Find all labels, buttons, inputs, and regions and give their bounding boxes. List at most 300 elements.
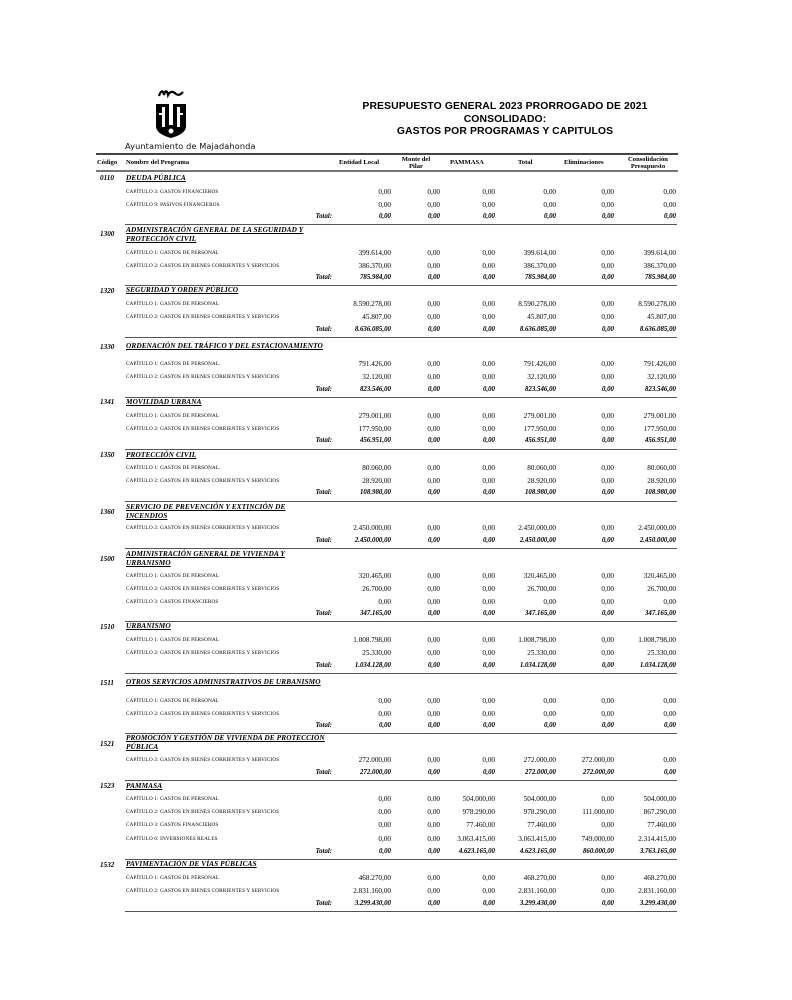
amount-cell: 399.614,00 [523,249,556,257]
total-amount-cell: 2.450.000,00 [354,537,391,544]
amount-cell: 0,00 [427,835,440,843]
amount-cell: 0,00 [482,524,495,532]
amount-cell: 2.831.160,00 [638,887,676,895]
program-code: 1511 [100,679,114,687]
amount-cell: 0,00 [601,874,614,882]
amount-cell: 28.920,00 [362,477,391,485]
amount-cell: 791.426,00 [523,360,556,368]
total-label: Total: [315,662,332,669]
total-amount-cell: 0,00 [427,662,440,669]
chapter-label: CAPÍTULO 3: GASTOS FINANCIEROS [126,189,219,195]
total-amount-cell: 785.984,00 [524,274,556,281]
total-label: Total: [315,489,332,496]
amount-cell: 0,00 [663,697,676,705]
total-amount-cell: 0,00 [601,900,614,907]
total-label: Total: [315,274,332,281]
amount-cell: 0,00 [482,649,495,657]
total-amount-cell: 3.763.165,00 [639,848,676,855]
program-code: 1360 [100,508,115,516]
total-amount-cell: 0,00 [601,610,614,617]
total-amount-cell: 823.546,00 [524,386,556,393]
chapter-label: CAPÍTULO 2: GASTOS EN BIENES CORRIENTES Y SERVICIOS [126,525,280,531]
total-amount-cell: 0,00 [482,437,495,444]
amount-cell: 0,00 [482,412,495,420]
title-line-3: GASTOS POR PROGRAMAS Y CAPITULOS [396,126,614,137]
total-amount-cell: 1.034.128,00 [639,662,676,669]
amount-cell: 0,00 [482,598,495,606]
amount-cell: 0,00 [663,710,676,718]
program-name: PAVIMENTACIÓN DE VÍAS PÚBLICAS [126,859,257,868]
total-amount-cell: 0,00 [482,662,495,669]
chapter-label: CAPÍTULO 1: GASTOS DE PERSONAL [126,301,220,307]
total-label: Total: [315,213,332,220]
amount-cell: 978.290,00 [523,808,556,816]
amount-cell: 3.063.415,00 [518,835,556,843]
amount-cell: 0,00 [378,795,391,803]
amount-cell: 320.465,00 [358,572,391,580]
total-amount-cell: 0,00 [427,274,440,281]
total-amount-cell: 0,00 [601,537,614,544]
total-amount-cell: 823.546,00 [359,386,391,393]
section-divider [125,780,677,781]
total-amount-cell: 0,00 [601,662,614,669]
program-name: DEUDA PÚBLICA [126,173,186,182]
program-name: URBANISMO [126,621,171,630]
section-divider [125,337,677,338]
amount-cell: 0,00 [378,201,391,209]
total-label: Total: [315,610,332,617]
total-amount-cell: 1.034.128,00 [519,662,556,669]
amount-cell: 111.000,00 [582,808,614,816]
amount-cell: 177.950,00 [358,425,391,433]
amount-cell: 0,00 [427,188,440,196]
total-amount-cell: 0,00 [482,610,495,617]
amount-cell: 468.270,00 [523,874,556,882]
amount-cell: 0,00 [601,373,614,381]
amount-cell: 0,00 [482,201,495,209]
total-amount-cell: 347.165,00 [359,610,391,617]
organization-name: Ayuntamiento de Majadahonda [125,141,256,151]
program-code: 1341 [100,398,115,406]
total-amount-cell: 0,00 [427,722,440,729]
amount-cell: 0,00 [601,425,614,433]
total-amount-cell: 0,00 [663,213,676,220]
total-amount-cell: 108.980,00 [644,489,676,496]
program-code: 1523 [100,782,115,790]
amount-cell: 0,00 [427,425,440,433]
amount-cell: 0,00 [427,697,440,705]
amount-cell: 0,00 [427,756,440,764]
chapter-label: CAPÍTULO 2: GASTOS EN BIENES CORRIENTES Y SERVICIOS [126,586,280,592]
amount-cell: 0,00 [601,300,614,308]
amount-cell: 2.450.000,00 [638,524,676,532]
amount-cell: 45.807,00 [362,313,391,321]
total-amount-cell: 0,00 [427,610,440,617]
amount-cell: 0,00 [427,585,440,593]
amount-cell: 0,00 [482,874,495,882]
total-amount-cell: 0,00 [378,213,391,220]
amount-cell: 0,00 [378,835,391,843]
total-amount-cell: 785.984,00 [644,274,676,281]
amount-cell: 399.614,00 [358,249,391,257]
total-amount-cell: 2.450.000,00 [519,537,556,544]
amount-cell: 0,00 [601,598,614,606]
total-amount-cell: 8.636.085,00 [354,326,391,333]
amount-cell: 32.120,00 [527,373,556,381]
program-name: PAMMASA [126,781,163,790]
amount-cell: 0,00 [601,821,614,829]
col-header-total: Total [518,159,533,166]
amount-cell: 0,00 [601,249,614,257]
chapter-label: CAPÍTULO 1: GASTOS DE PERSONAL [126,573,220,579]
amount-cell: 320.465,00 [643,572,676,580]
amount-cell: 0,00 [378,697,391,705]
amount-cell: 0,00 [427,249,440,257]
amount-cell: 0,00 [427,412,440,420]
amount-cell: 177.950,00 [643,425,676,433]
total-amount-cell: 4.623.165,00 [519,848,556,855]
chapter-label: CAPÍTULO 2: GASTOS EN BIENES CORRIENTES Y SERVICIOS [126,711,280,717]
amount-cell: 0,00 [601,201,614,209]
amount-cell: 2.831.160,00 [518,887,556,895]
amount-cell: 0,00 [427,710,440,718]
amount-cell: 0,00 [427,572,440,580]
amount-cell: 0,00 [378,598,391,606]
amount-cell: 26.700,00 [647,585,676,593]
col-header-monte-del-pilar [392,155,440,170]
amount-cell: 504.000,00 [462,795,495,803]
total-amount-cell: 0,00 [601,326,614,333]
amount-cell: 25.330,00 [527,649,556,657]
chapter-label: CAPÍTULO 1: GASTOS DE PERSONAL [126,413,220,419]
amount-cell: 0,00 [427,313,440,321]
amount-cell: 0,00 [601,572,614,580]
amount-cell: 0,00 [601,710,614,718]
total-amount-cell: 860.000,00 [582,848,614,855]
amount-cell: 0,00 [482,360,495,368]
amount-cell: 0,00 [482,585,495,593]
col-header-consolidacion-line-2: Presupuesto [630,162,666,170]
amount-cell: 0,00 [482,572,495,580]
total-amount-cell: 0,00 [482,386,495,393]
amount-cell: 0,00 [663,756,676,764]
amount-cell: 0,00 [601,313,614,321]
amount-cell: 28.920,00 [647,477,676,485]
amount-cell: 0,00 [601,697,614,705]
total-amount-cell: 0,00 [543,213,556,220]
amount-cell: 0,00 [427,373,440,381]
total-amount-cell: 0,00 [427,326,440,333]
total-amount-cell: 0,00 [482,900,495,907]
total-amount-cell: 272.000,00 [524,769,556,776]
total-amount-cell: 0,00 [482,213,495,220]
total-label: Total: [315,769,332,776]
amount-cell: 80.060,00 [362,464,391,472]
amount-cell: 77.460,00 [466,821,495,829]
program-code: 1500 [100,555,115,563]
majadahonda-coat-of-arms-icon [153,88,189,138]
amount-cell: 0,00 [482,887,495,895]
chapter-label: CAPÍTULO 2: GASTOS EN BIENES CORRIENTES Y SERVICIOS [126,314,280,320]
amount-cell: 320.465,00 [523,572,556,580]
amount-cell: 0,00 [543,598,556,606]
total-amount-cell: 0,00 [427,213,440,220]
col-header-eliminaciones: Eliminaciones [564,159,604,166]
amount-cell: 28.920,00 [527,477,556,485]
total-amount-cell: 0,00 [427,537,440,544]
amount-cell: 1.008.798,00 [638,636,676,644]
col-header-entidad-local: Entidad Local [339,159,380,166]
total-amount-cell: 456.951,00 [644,437,676,444]
amount-cell: 0,00 [378,710,391,718]
program-name: ORDENACIÓN DEL TRÁFICO Y DEL ESTACIONAMIENTO [126,341,323,350]
amount-cell: 8.590.278,00 [353,300,391,308]
amount-cell: 0,00 [427,477,440,485]
total-amount-cell: 0,00 [482,537,495,544]
amount-cell: 0,00 [601,887,614,895]
amount-cell: 749.000,00 [581,835,614,843]
total-amount-cell: 785.984,00 [359,274,391,281]
amount-cell: 279.001,00 [643,412,676,420]
amount-cell: 3.063.415,00 [457,835,495,843]
amount-cell: 0,00 [663,598,676,606]
chapter-label: CAPÍTULO 2: GASTOS EN BIENES CORRIENTES Y SERVICIOS [126,426,280,432]
chapter-label: CAPÍTULO 3: GASTOS FINANCIEROS [126,599,219,605]
amount-cell: 867.290,00 [643,808,676,816]
total-amount-cell: 0,00 [601,213,614,220]
total-amount-cell: 4.623.165,00 [458,848,495,855]
amount-cell: 791.426,00 [643,360,676,368]
chapter-label: CAPÍTULO 2: GASTOS EN BIENES CORRIENTES Y SERVICIOS [126,374,280,380]
total-amount-cell: 0,00 [427,769,440,776]
total-amount-cell: 0,00 [601,386,614,393]
amount-cell: 77.460,00 [647,821,676,829]
chapter-label: CAPÍTULO 2: GASTOS EN BIENES CORRIENTES Y SERVICIOS [126,263,280,269]
total-amount-cell: 108.980,00 [359,489,391,496]
amount-cell: 0,00 [482,373,495,381]
amount-cell: 504.000,00 [523,795,556,803]
chapter-label: CAPÍTULO 1: GASTOS DE PERSONAL [126,698,220,704]
amount-cell: 0,00 [482,756,495,764]
total-amount-cell: 8.636.085,00 [639,326,676,333]
program-name: SERVICIO DE PREVENCIÓN Y EXTINCIÓN DE INCENDIOS [126,502,286,520]
amount-cell: 0,00 [601,477,614,485]
amount-cell: 2.450.000,00 [353,524,391,532]
amount-cell: 386.370,00 [523,262,556,270]
total-amount-cell: 0,00 [427,900,440,907]
amount-cell: 26.700,00 [527,585,556,593]
amount-cell: 0,00 [601,636,614,644]
amount-cell: 0,00 [482,710,495,718]
program-code: 1300 [100,230,115,238]
chapter-label: CAPÍTULO 1: GASTOS DE PERSONAL [126,796,220,802]
amount-cell: 77.460,00 [527,821,556,829]
total-amount-cell: 347.165,00 [644,610,676,617]
amount-cell: 0,00 [601,188,614,196]
amount-cell: 0,00 [427,201,440,209]
amount-cell: 0,00 [482,300,495,308]
amount-cell: 386.370,00 [358,262,391,270]
chapter-label: CAPÍTULO 6: INVERSIONES REALES [126,836,218,842]
amount-cell: 272.000,00 [581,756,614,764]
amount-cell: 0,00 [427,360,440,368]
total-amount-cell: 0,00 [427,848,440,855]
total-amount-cell: 0,00 [601,722,614,729]
program-name: PROTECCIÓN CIVIL [126,450,197,459]
amount-cell: 45.807,00 [527,313,556,321]
amount-cell: 80.060,00 [527,464,556,472]
chapter-label: CAPÍTULO 1: GASTOS DE PERSONAL [126,250,220,256]
amount-cell: 1.008.798,00 [353,636,391,644]
program-name: SEGURIDAD Y ORDEN PÚBLICO [126,285,239,294]
program-code: 1510 [100,623,115,631]
col-header-pammasa: PAMMASA [450,159,484,166]
amount-cell: 399.614,00 [643,249,676,257]
total-amount-cell: 823.546,00 [644,386,676,393]
chapter-label: CAPÍTULO 1: GASTOS DE PERSONAL [126,637,220,643]
chapter-label: CAPÍTULO 2: GASTOS EN BIENES CORRIENTES Y SERVICIOS [126,650,280,656]
col-header-monte-line-2: Pilar [409,162,423,170]
total-amount-cell: 0,00 [378,722,391,729]
amount-cell: 0,00 [427,262,440,270]
col-header-codigo: Código [97,159,118,166]
program-name: MOVILIDAD URBANA [126,397,202,406]
amount-cell: 8.590.278,00 [638,300,676,308]
amount-cell: 0,00 [601,412,614,420]
total-amount-cell: 0,00 [427,489,440,496]
amount-cell: 0,00 [427,649,440,657]
amount-cell: 0,00 [482,636,495,644]
amount-cell: 8.590.278,00 [518,300,556,308]
section-divider [125,449,677,450]
amount-cell: 0,00 [427,874,440,882]
amount-cell: 2.831.160,00 [353,887,391,895]
amount-cell: 0,00 [601,464,614,472]
total-amount-cell: 0,00 [482,769,495,776]
total-amount-cell: 0,00 [601,437,614,444]
amount-cell: 272.000,00 [358,756,391,764]
amount-cell: 504.000,00 [643,795,676,803]
amount-cell: 45.807,00 [647,313,676,321]
total-amount-cell: 456.951,00 [524,437,556,444]
amount-cell: 978.290,00 [462,808,495,816]
program-code: 1532 [100,861,115,869]
amount-cell: 791.426,00 [358,360,391,368]
amount-cell: 0,00 [482,249,495,257]
program-name: ADMINISTRACIÓN GENERAL DE LA SEGURIDAD Y PROTECCIÓN CIVIL [126,225,304,243]
total-label: Total: [315,386,332,393]
total-label: Total: [315,900,332,907]
col-header-consolidacion [618,155,678,170]
total-amount-cell: 0,00 [378,848,391,855]
total-label: Total: [315,722,332,729]
amount-cell: 0,00 [543,710,556,718]
amount-cell: 0,00 [427,821,440,829]
amount-cell: 0,00 [427,795,440,803]
amount-cell: 0,00 [601,585,614,593]
amount-cell: 0,00 [378,808,391,816]
amount-cell: 0,00 [601,649,614,657]
amount-cell: 25.330,00 [647,649,676,657]
section-divider [125,911,677,912]
total-amount-cell: 3.299.430,00 [354,900,391,907]
section-divider [125,673,677,674]
total-amount-cell: 108.980,00 [524,489,556,496]
amount-cell: 0,00 [427,887,440,895]
total-amount-cell: 0,00 [482,274,495,281]
program-name: OTROS SERVICIOS ADMINISTRATIVOS DE URBANISMO [126,677,321,686]
amount-cell: 0,00 [543,201,556,209]
amount-cell: 386.370,00 [643,262,676,270]
chapter-label: CAPÍTULO 1: GASTOS DE PERSONAL [126,465,220,471]
chapter-label: CAPÍTULO 2: GASTOS EN BIENES CORRIENTES Y SERVICIOS [126,888,280,894]
title-line-2: CONSOLIDADO: [463,113,547,125]
amount-cell: 0,00 [482,188,495,196]
amount-cell: 468.270,00 [358,874,391,882]
total-amount-cell: 3.299.430,00 [639,900,676,907]
total-amount-cell: 347.165,00 [524,610,556,617]
chapter-label: CAPÍTULO 3: GASTOS FINANCIEROS [126,822,219,828]
amount-cell: 0,00 [543,697,556,705]
total-amount-cell: 0,00 [482,722,495,729]
chapter-label: CAPÍTULO 2: GASTOS EN BIENES CORRIENTES Y SERVICIOS [126,757,280,763]
amount-cell: 25.330,00 [362,649,391,657]
total-amount-cell: 0,00 [663,769,676,776]
total-amount-cell: 0,00 [663,722,676,729]
total-amount-cell: 1.034.128,00 [354,662,391,669]
total-amount-cell: 0,00 [427,386,440,393]
amount-cell: 177.950,00 [523,425,556,433]
chapter-label: CAPÍTULO 2: GASTOS EN BIENES CORRIENTES Y SERVICIOS [126,809,280,815]
total-amount-cell: 8.636.085,00 [519,326,556,333]
total-label: Total: [315,537,332,544]
program-code: 1330 [100,343,115,351]
program-code: 0110 [100,174,114,182]
amount-cell: 272.000,00 [523,756,556,764]
total-amount-cell: 0,00 [601,489,614,496]
col-header-monte-line-1: Monte del [401,155,431,163]
amount-cell: 0,00 [427,524,440,532]
amount-cell: 468.270,00 [643,874,676,882]
amount-cell: 279.001,00 [523,412,556,420]
amount-cell: 0,00 [601,795,614,803]
amount-cell: 0,00 [482,425,495,433]
program-code: 1521 [100,740,115,748]
amount-cell: 32.120,00 [362,373,391,381]
amount-cell: 0,00 [601,360,614,368]
amount-cell: 2.450.000,00 [518,524,556,532]
amount-cell: 0,00 [482,313,495,321]
amount-cell: 0,00 [663,188,676,196]
total-amount-cell: 2.450.000,00 [639,537,676,544]
amount-cell: 80.060,00 [647,464,676,472]
total-amount-cell: 3.299.430,00 [519,900,556,907]
amount-cell: 2.314.415,00 [638,835,676,843]
chapter-label: CAPÍTULO 1: GASTOS DE PERSONAL [126,361,220,367]
amount-cell: 0,00 [601,262,614,270]
report-title [330,101,680,139]
program-name: ADMINISTRACIÓN GENERAL DE VIVIENDA Y URBANISMO [126,549,285,567]
chapter-label: CAPÍTULO 9: PASIVOS FINANCIEROS [126,202,220,208]
amount-cell: 26.700,00 [362,585,391,593]
total-amount-cell: 272.000,00 [359,769,391,776]
total-label: Total: [315,848,332,855]
amount-cell: 32.120,00 [647,373,676,381]
amount-cell: 0,00 [427,636,440,644]
amount-cell: 0,00 [482,697,495,705]
total-amount-cell: 0,00 [482,326,495,333]
amount-cell: 0,00 [663,201,676,209]
